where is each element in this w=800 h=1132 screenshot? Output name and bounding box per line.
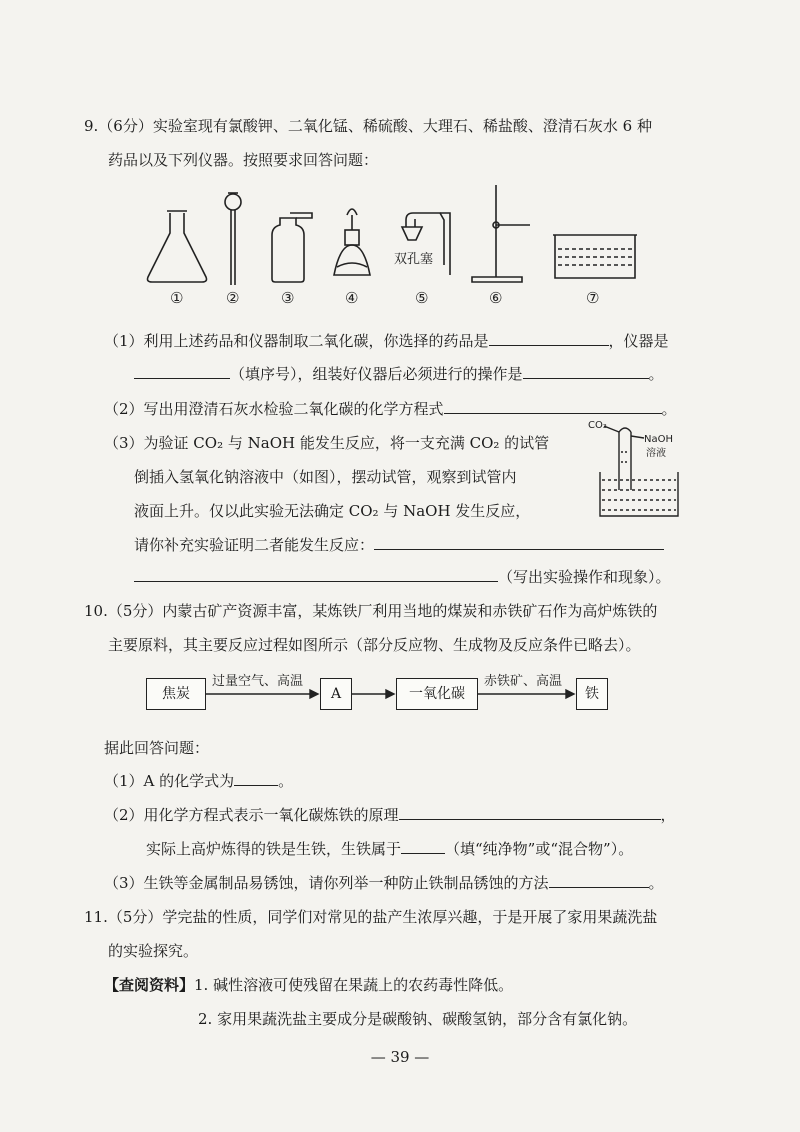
q9-p1-line1: （1）利用上述药品和仪器制取二氧化碳，你选择的药品是 ，仪器是 [104,332,669,350]
q9-p2: （2）写出用澄清石灰水检验二氧化碳的化学方程式 。 [104,400,677,418]
q9-p3-line3: 液面上升。仅以此实验无法确定 CO₂ 与 NaOH 发生反应， [134,502,531,520]
fig-co2-label: CO₂ [588,420,607,431]
q11-line2: 的实验探究。 [108,942,199,960]
stopper-label: 双孔塞 [394,252,434,267]
q9-p3-line1: （3）为验证 CO₂ 与 NaOH 能发生反应，将一支充满 CO₂ 的试管 [104,434,550,452]
q10-line1: 10.（5分）内蒙古矿产资源丰富，某炼铁厂利用当地的煤炭和赤铁矿石作为高炉炼铁的 [84,602,658,620]
fig-solution-label: 溶液 [646,448,666,459]
q10-p1: （1）A 的化学式为 。 [104,772,294,790]
answer-blank [399,804,661,820]
q10-intro: 据此回答问题： [104,739,210,757]
instrument-label-2: ② [226,289,240,307]
q11-line1: 11.（5分）学完盐的性质，同学们对常见的盐产生浓厚兴趣，于是开展了家用果蔬洗盐 [84,908,658,926]
flow-coke-box: 焦炭 [146,678,206,710]
flow-a-box: A [320,678,352,710]
q9-p3-line5: （写出实验操作和现象）。 [134,566,671,588]
instrument-label-4: ④ [345,289,359,307]
instrument-label-1: ① [170,289,184,307]
q10-p2: （2）用化学方程式表示一氧化碳炼铁的原理 ， [104,806,676,824]
q9-line1: 9.（6分）实验室现有氯酸钾、二氧化锰、稀硫酸、大理石、稀盐酸、澄清石灰水 6 种 [84,117,652,135]
answer-blank [549,872,649,888]
reference-label: 【查阅资料】 [104,976,195,994]
instrument-label-6: ⑥ [489,289,503,307]
q9-p3-line2: 倒插入氢氧化钠溶液中（如图），摆动试管，观察到试管内 [134,468,517,486]
q10-p2b: 实际上高炉炼得的铁是生铁，生铁属于 （填“纯净物”或“混合物”）。 [146,840,634,858]
flow-condition-2: 赤铁矿、高温 [484,674,563,689]
answer-blank [234,770,278,786]
instrument-label-5: ⑤ [415,289,429,307]
answer-blank [401,838,445,854]
instrument-label-7: ⑦ [586,289,600,307]
q10-line2: 主要原料，其主要反应过程如图所示（部分反应物、生成物及反应条件已略去）。 [108,636,641,654]
q11-ref1: 【查阅资料】1. 碱性溶液可使残留在果蔬上的农药毒性降低。 [104,976,514,994]
flow-condition-1: 过量空气、高温 [212,674,304,689]
q9-p1-line2: （填序号），组装好仪器后必须进行的操作是 。 [134,363,664,385]
q9-p3-line4: 请你补充实验证明二者能发生反应： [134,534,664,556]
fig-naoh-label: NaOH [644,434,673,445]
page-number: — 39 — [370,1048,430,1066]
flow-fe-box: 铁 [576,678,608,710]
instrument-label-3: ③ [281,289,295,307]
q9-line2: 药品以及下列仪器。按照要求回答问题： [108,151,379,169]
flow-co-box: 一氧化碳 [396,678,478,710]
q10-p3: （3）生铁等金属制品易锈蚀，请你列举一种防止铁制品锈蚀的方法 。 [104,874,664,892]
q11-ref2: 2. 家用果蔬洗盐主要成分是碳酸钠、碳酸氢钠，部分含有氯化钠。 [198,1010,638,1028]
